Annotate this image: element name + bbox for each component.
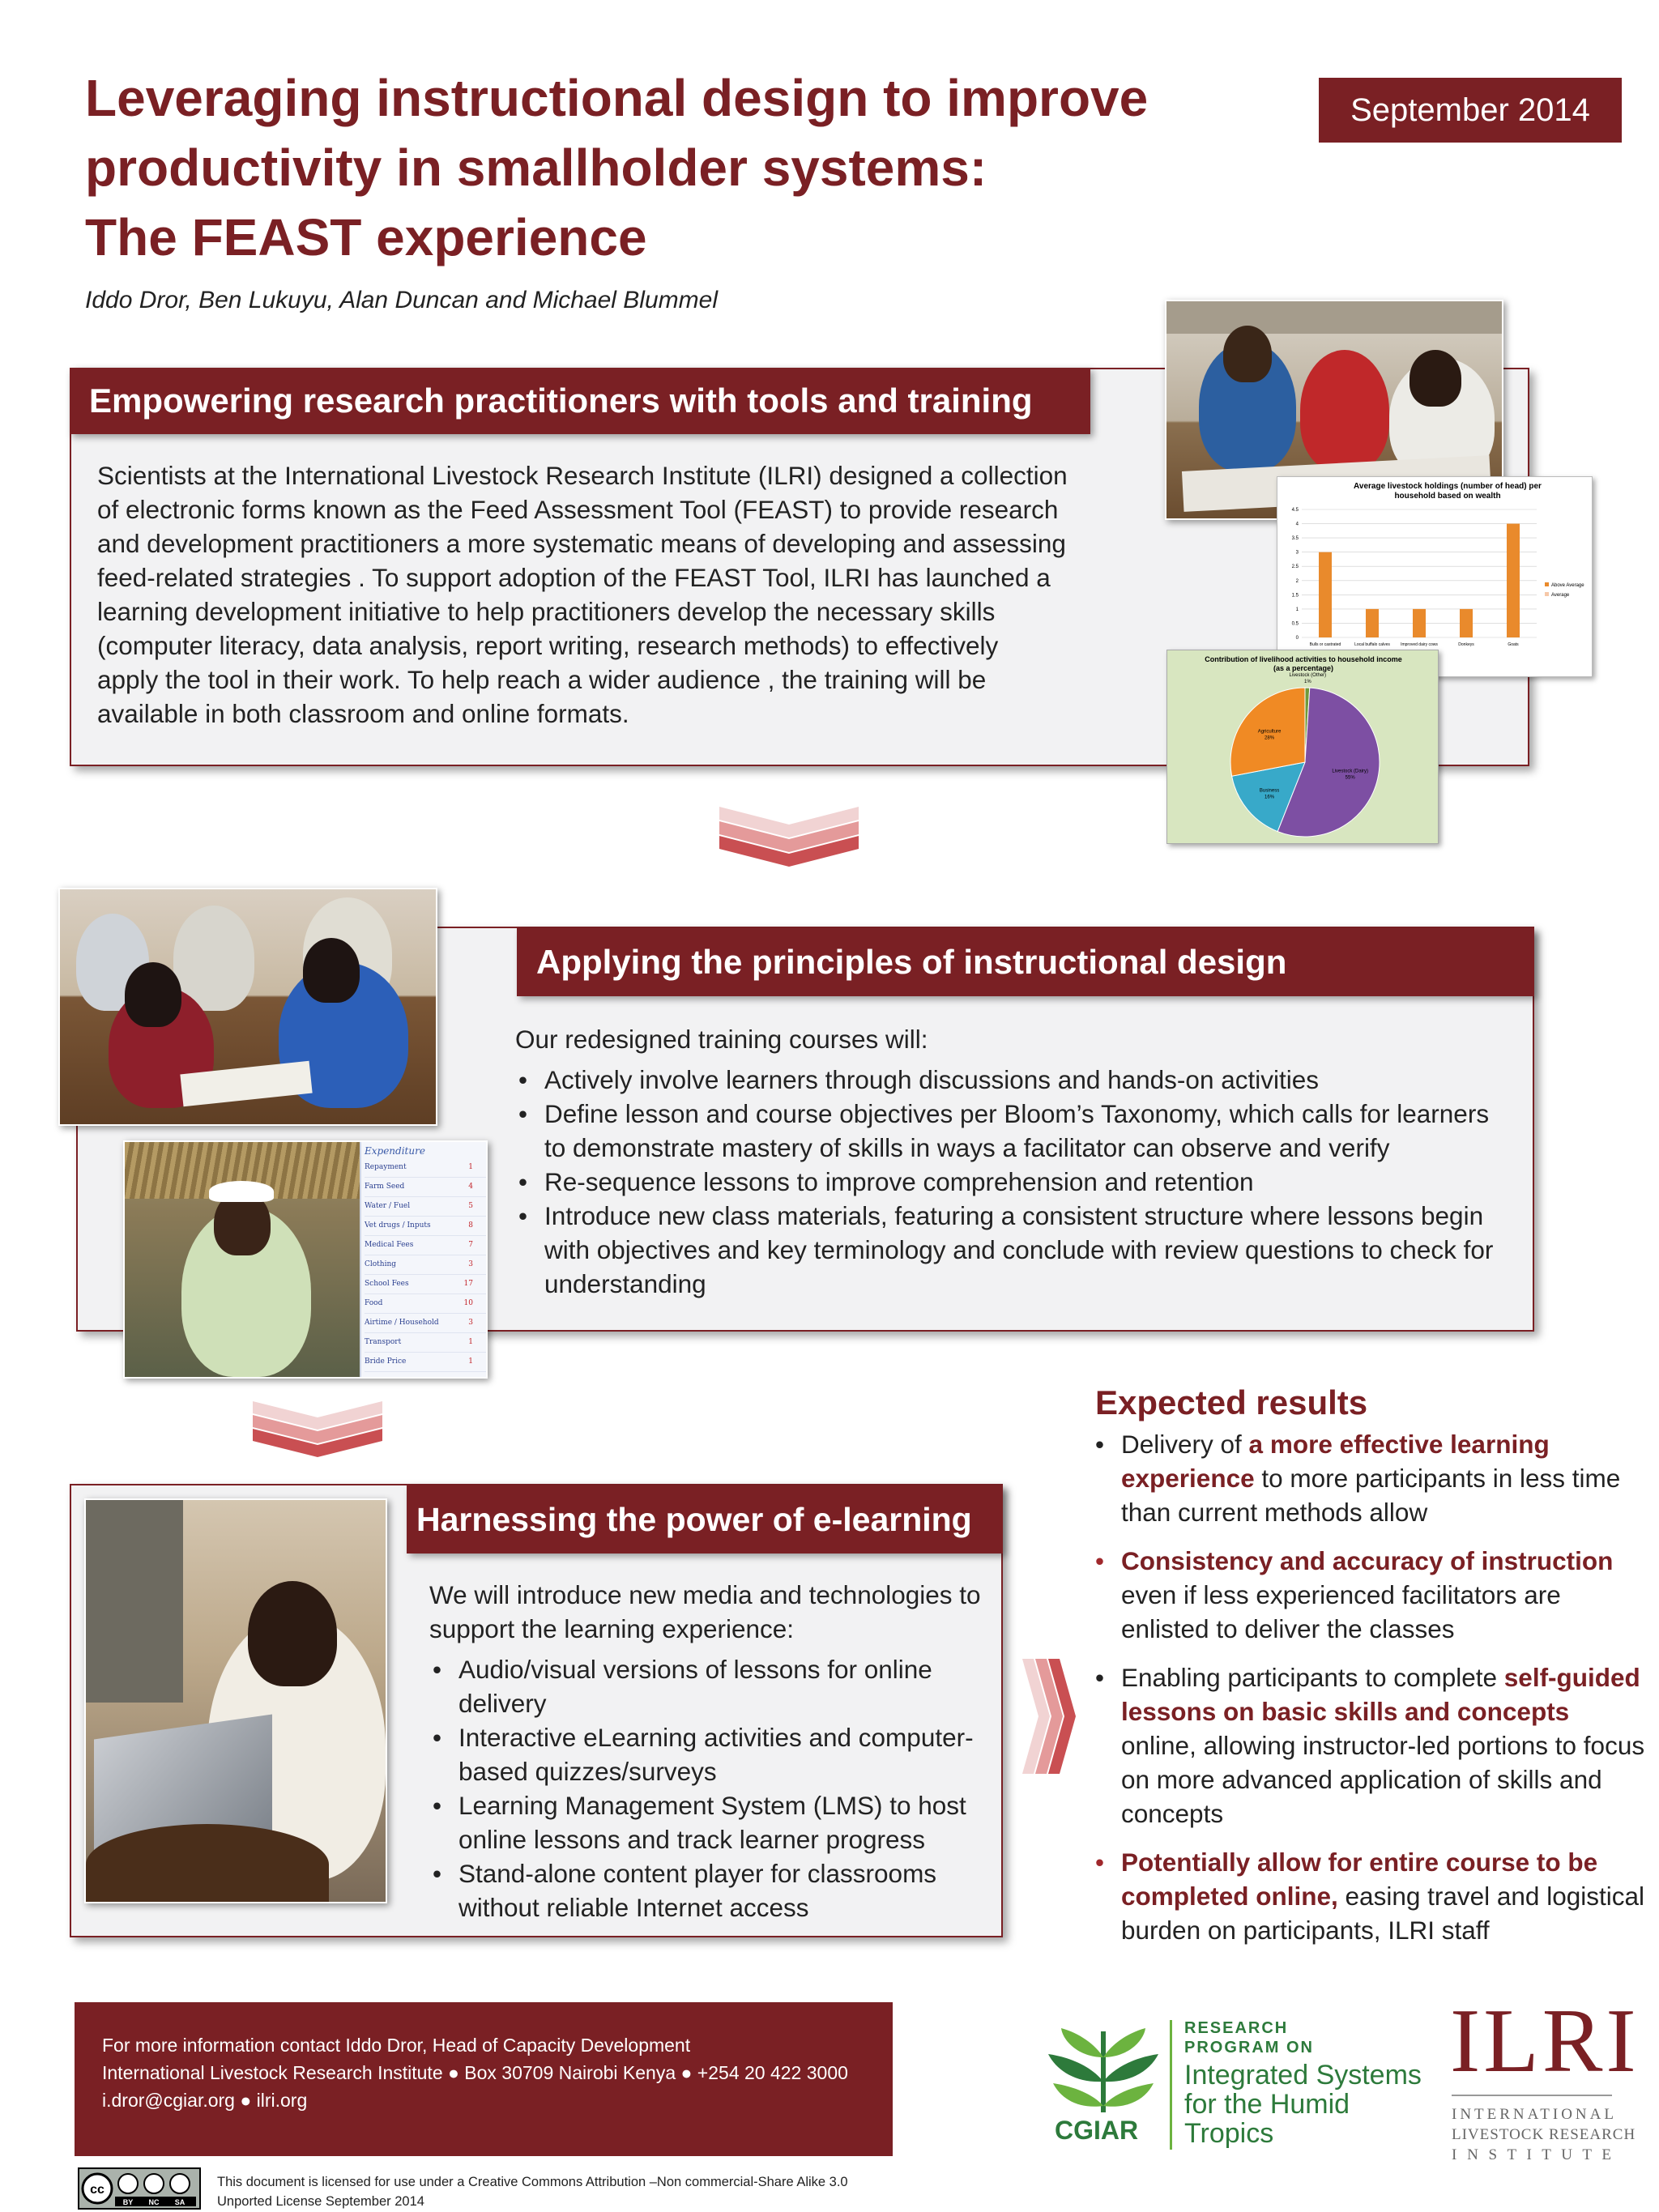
whiteboard-count: 3 [468,1260,473,1268]
title-line-3: The FEAST experience [85,208,647,266]
contact-line: For more information contact Iddo Dror, Head of Capacity Development [102,2035,691,2056]
section3-bullets [429,1652,988,1924]
poster-title [85,63,1219,272]
person-head [125,962,181,1027]
nc-icon [144,2174,164,2193]
chevron-right-icon [1022,1659,1076,1774]
pie-chart-card [1166,650,1439,844]
whiteboard-item: Vet drugs / Inputs [365,1221,431,1230]
section2-bullets [515,1063,1512,1301]
legend-swatch-average [1545,592,1549,596]
legend-swatch-above [1545,582,1549,586]
date-badge: September 2014 [1319,78,1622,143]
whiteboard-row [365,1333,488,1353]
bar-chart-svg [1277,477,1593,678]
section2-bullet: • Actively involve learners through discussions and hands-on activities [515,1063,1512,1097]
bar [1366,609,1379,637]
section3-body [429,1578,988,1924]
svg-text:cc: cc [90,2183,104,2197]
photo-background-wall [1166,301,1503,334]
cc-license-badge [78,2167,201,2210]
pie-label: Livestock (Dairy) [1332,769,1369,774]
y-tick-label: 3 [1295,550,1299,556]
pie-chart-title-2: (as a percentage) [1273,664,1334,672]
ilri-name-line: LIVESTOCK RESEARCH [1452,2126,1636,2143]
whiteboard-row [365,1255,488,1275]
section2-bullet: • Define lesson and course objectives per Bloom’s Taxonomy, which calls for learners to demonstrate mastery of skills in ways a facilitator can observe and verify [515,1097,1512,1165]
pie-pct: 28% [1265,735,1275,741]
whiteboard-item: Medical Fees [365,1241,414,1249]
person-head [1223,326,1272,382]
y-tick-label: 1 [1295,607,1299,612]
x-category-label: Local buffalo calves [1354,642,1390,647]
pie-chart-title-1: Contribution of livelihood activities to household income [1205,655,1402,663]
bar-chart-title-2: household based on wealth [1394,492,1501,501]
research-program-line: RESEARCH [1184,2019,1289,2037]
section1-line: Scientists at the International Livestock Research Institute (ILRI) designed a collection [97,461,1068,490]
whiteboard-sheet [360,1142,488,1379]
whiteboard-item: Transport [365,1338,402,1346]
whiteboard-item: Farm Seed [365,1183,405,1191]
whiteboard-row [365,1275,488,1294]
whiteboard-rows [365,1158,488,1372]
whiteboard-row [365,1178,488,1197]
section1-body [97,458,1150,731]
whiteboard-count: 8 [468,1221,473,1230]
y-tick-label: 3.5 [1291,536,1299,542]
whiteboard-count: 1 [468,1357,473,1366]
whiteboard-item: Bride Price [365,1357,407,1366]
person-red-scarf [1300,350,1389,471]
photo-whiteboard [123,1140,488,1379]
ilri-logo: ILRI [1450,1991,1640,2091]
pie-chart-svg [1167,650,1439,845]
chevron-down-icon [253,1401,382,1458]
result-highlight: Consistency and accuracy of instruction [1121,1546,1614,1575]
bar-chart-card [1277,476,1593,677]
section2-body [515,1022,1512,1301]
whiteboard-item: Airtime / Household [365,1319,439,1327]
section3-heading: Harnessing the power of e-learning [407,1485,1003,1554]
pie-slices [1230,688,1380,837]
ilri-name-line: I N S T I T U T E [1452,2146,1615,2163]
pie-label: Agriculture [1257,729,1282,735]
section1-line: feed-related strategies . To support adoption of the FEAST Tool, ILRI has launched a [97,563,1051,592]
section3-bullet: • Audio/visual versions of lessons for online delivery [429,1652,988,1720]
section3-bullet: • Learning Management System (LMS) to host online lessons and track learner progress [429,1788,988,1856]
section1-line: and development practitioners a more systematic means of developing and assessing [97,529,1066,558]
y-tick-label: 2 [1295,578,1299,584]
authors: Iddo Dror, Ben Lukuyu, Alan Duncan and Michael Blummel [85,287,718,313]
result-text: online, allowing instructor-led portions to focus on more advanced application of skills and concepts [1121,1731,1645,1828]
legend-average: Average [1551,593,1570,598]
section1-line: of electronic forms known as the Feed Assessment Tool (FEAST) to provide research [97,495,1059,524]
bar [1319,552,1332,637]
license-line: This document is licensed for use under a Creative Commons Attribution –Non commercial-Share Alike 3.0 [217,2175,848,2189]
result-item [1092,1544,1651,1646]
person-head [303,938,360,1003]
whiteboard-count: 10 [463,1299,473,1307]
pie-label: Livestock (Other) [1289,673,1327,679]
whiteboard-row [365,1294,488,1314]
title-line-1: Leveraging instructional design to improve [85,69,1149,127]
contact-line: International Livestock Research Institute ● Box 30709 Nairobi Kenya ● +254 20 422 3000 [102,2062,848,2083]
table [86,1824,329,1903]
contact-box [75,2002,893,2156]
x-category-label: Donkeys [1458,642,1474,647]
whiteboard-count: 5 [468,1202,473,1210]
by-icon [118,2174,138,2193]
bar [1413,609,1426,637]
cc-tag-sa: SA [174,2198,186,2206]
whiteboard-item: Clothing [365,1260,397,1268]
cgiar-wordmark: CGIAR [1055,2116,1139,2145]
result-highlight: a more effective learning experience [1121,1430,1550,1493]
section2-heading: Applying the principles of instructional design [517,928,1534,996]
program-name [1184,2061,1422,2148]
pie-label: Business [1259,788,1280,794]
ilri-divider [1452,2095,1612,2096]
whiteboard-item: Food [365,1299,383,1307]
title-line-2: productivity in smallholder systems: [85,139,987,197]
pie-pct: 55% [1345,775,1355,781]
x-category-label: Bulls or castrated [1309,642,1341,647]
bar [1507,524,1520,637]
headscarf [209,1181,274,1202]
whiteboard-count: 1 [468,1338,473,1346]
logo-divider [1170,2020,1172,2150]
legend-above: Above Average [1551,583,1584,588]
result-text: Delivery of [1121,1430,1249,1459]
section3-bullet: • Stand-alone content player for classrooms without reliable Internet access [429,1856,988,1924]
license-line: Unported License September 2014 [217,2194,424,2209]
result-text: to more participants in less time than current methods allow [1121,1464,1621,1527]
result-item [1092,1660,1651,1831]
photo-classroom [58,888,437,1126]
license-text [217,2172,848,2211]
bar [1460,609,1473,637]
whiteboard-count: 7 [468,1241,473,1249]
ilri-name-line: INTERNATIONAL [1452,2106,1617,2123]
contact-line[interactable]: i.dror@cgiar.org ● ilri.org [102,2090,308,2111]
whiteboard-row [365,1197,488,1217]
section1-heading: Empowering research practitioners with tools and training [70,368,1090,434]
results-heading: Expected results [1095,1383,1368,1421]
whiteboard-count: 1 [468,1163,473,1171]
y-tick-label: 0.5 [1291,621,1299,627]
whiteboard-item: Repayment [365,1163,407,1171]
result-highlight: self-guided lessons on basic skills and concepts [1121,1663,1640,1726]
pie-pct: 1% [1303,680,1311,685]
section1-line: learning development initiative to help practitioners develop the necessary skills [97,597,996,626]
result-highlight: Potentially allow for entire course to be completed online, [1121,1848,1598,1911]
program-name-line: for the Humid [1184,2089,1350,2120]
section1-line: (computer literacy, data analysis, report writing, research methods) to effectively [97,631,999,660]
y-tick-label: 2.5 [1291,565,1299,570]
section2-bullet: • Re-sequence lessons to improve comprehension and retention [515,1165,1512,1199]
photo-laptop [84,1498,387,1903]
results-list [1092,1427,1651,1962]
chevron-down-icon [719,807,859,867]
cc-icons [79,2169,199,2208]
result-text: Enabling participants to complete [1121,1663,1504,1692]
section1-line: available in both classroom and online formats. [97,699,629,728]
photo-background-door [86,1500,183,1703]
section3-bullet: • Interactive eLearning activities and computer-based quizzes/surveys [429,1720,988,1788]
ilri-full-name [1452,2104,1636,2165]
program-name-line: Integrated Systems [1184,2060,1422,2091]
section3-intro: We will introduce new media and technologies to support the learning experience: [429,1580,981,1643]
whiteboard-row [365,1353,488,1372]
section2-intro: Our redesigned training courses will: [515,1025,928,1054]
section1-line: apply the tool in their work. To help reach a wider audience , the training will be [97,665,987,694]
bar-chart-categories [1310,642,1519,647]
bar-chart-title-1: Average livestock holdings (number of head) per [1354,482,1542,491]
whiteboard-count: 17 [463,1280,473,1288]
sa-icon [170,2174,190,2193]
whiteboard-count: 3 [468,1319,473,1327]
whiteboard-row [365,1236,488,1255]
y-tick-label: 4 [1295,522,1299,527]
y-tick-label: 1.5 [1291,593,1299,599]
whiteboard-header: Expenditure [365,1145,425,1157]
whiteboard-item: Water / Fuel [365,1202,411,1210]
whiteboard-count: 4 [468,1183,473,1191]
program-name-line: Tropics [1184,2118,1274,2149]
person-head [248,1581,337,1686]
section2-bullet: • Introduce new class materials, featuring a consistent structure where lessons begin with objectives and key terminology and conclude with review questions to check for understanding [515,1199,1512,1301]
pie-pct: 16% [1265,795,1275,800]
whiteboard-row [365,1217,488,1236]
cc-tag-nc: NC [148,2198,160,2206]
cc-tag-by: BY [122,2198,134,2206]
research-program-label [1184,2018,1314,2057]
result-text: easing travel and logistical burden on participants, ILRI staff [1121,1882,1644,1945]
cgiar-logo-icon [1047,2025,1160,2117]
whiteboard-row [365,1158,488,1178]
y-tick-label: 0 [1295,636,1299,641]
x-category-label: Improved dairy cows [1401,642,1438,647]
result-text: even if less experienced facilitators are enlisted to deliver the classes [1121,1580,1561,1643]
result-item [1092,1845,1651,1947]
person-head [1410,350,1461,407]
x-category-label: Goats [1508,642,1519,647]
whiteboard-row [365,1314,488,1333]
research-program-line: PROGRAM ON [1184,2039,1314,2056]
y-tick-label: 4.5 [1291,508,1299,513]
whiteboard-item: School Fees [365,1280,409,1288]
result-item [1092,1427,1651,1529]
